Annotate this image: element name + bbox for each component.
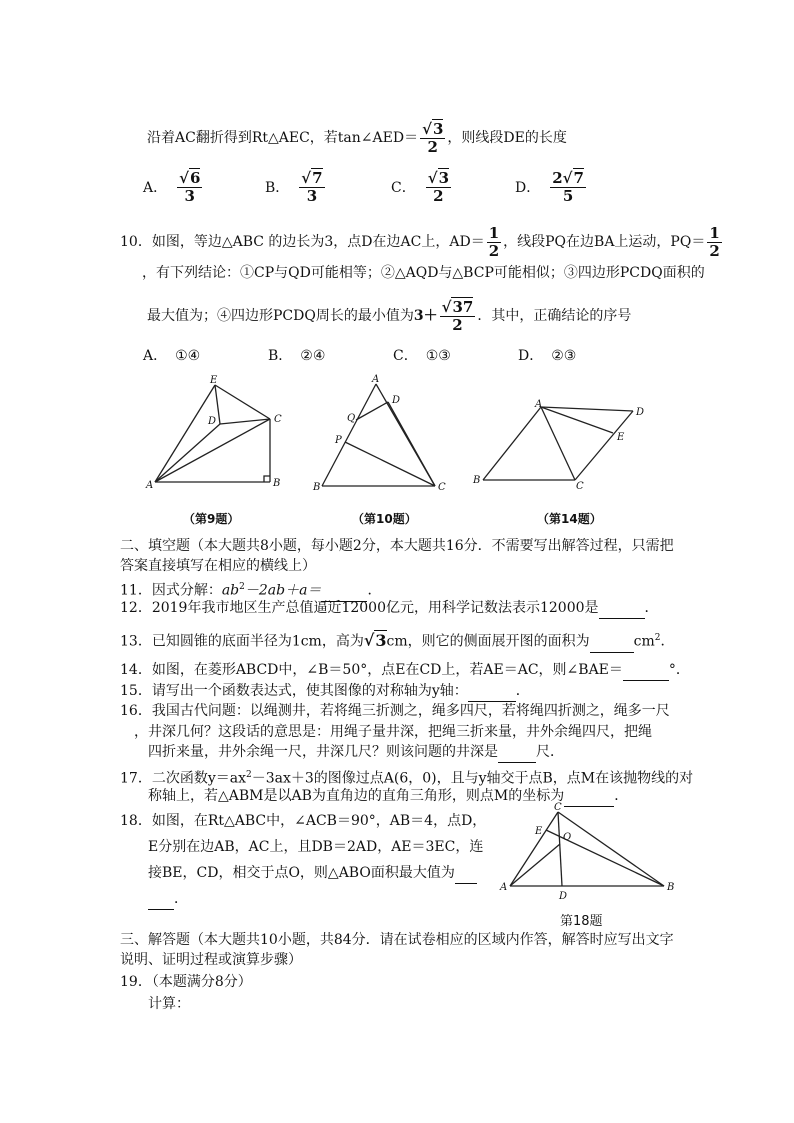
q9-tan-fraction: $\frac{√3}{2}$ (422, 119, 444, 156)
q17-line2: 称轴上，若△ABM是以AB为直角边的直角三角形，则点M的坐标为 ． (148, 786, 628, 807)
q11: 11．因式分解：$ab^2-2ab+a=$ ． (120, 577, 381, 602)
fig18-label-e: E (535, 826, 543, 837)
q14-answer-blank[interactable] (623, 660, 669, 681)
fig18-line-cd (558, 812, 562, 886)
fig14-label-d: D (636, 407, 645, 418)
q10-option-a[interactable]: A． ①④ (143, 348, 201, 364)
fig10-label-c: C (438, 482, 446, 493)
section2-heading-line2: 答案直接填写在相应的横线上） (120, 558, 316, 574)
q14: 14．如图，在菱形ABCD中，∠B＝50°，点E在CD上，若AE＝AC，则∠BAE＝ °． (120, 660, 690, 681)
fig14-label-e: E (617, 432, 625, 443)
fig14-line-ad (541, 407, 633, 411)
q9-stem-b: ，则线段DE的长度 (447, 130, 567, 146)
fig10-caption: （第10题） (352, 512, 417, 526)
fig9-line-ae (155, 385, 215, 482)
fig18-caption: 第18题 (560, 914, 603, 929)
q15-answer-blank[interactable] (468, 681, 516, 702)
fig14-label-c: C (576, 481, 584, 490)
section3-heading-line1: 三、解答题（本大题共10小题，共84分．请在试卷相应的区域内作答，解答时应写出文字 (120, 932, 674, 948)
q15: 15．请写出一个函数表达式，使其图像的对称轴为y轴： ． (120, 681, 530, 702)
figure-q10 (310, 372, 450, 497)
fig10-label-a: A (372, 374, 380, 385)
fig9-label-a: A (146, 480, 154, 491)
q12: 12．2019年我市地区生产总值逼近12000亿元，用科学记数法表示12000是 ． (120, 598, 659, 619)
q16-line1: 16．我国古代问题：以绳测井，若将绳三折测之，绳多四尺，若将绳四折测之，绳多一尺 (120, 703, 670, 719)
q10-line1: 10．如图，等边△ABC 的边长为3，点D在边AC上，AD＝ $\frac{1}{2}$ ，线段PQ在边BA上运动，PQ＝ $\frac{1}{2}$ (120, 223, 720, 260)
fig9-line-ad (155, 424, 220, 482)
fig18-label-o: O (563, 832, 572, 843)
section2-heading-line1: 二、填空题（本大题共8小题，每小题2分，本大题共16分．不需要写出解答过程，只需把 (120, 538, 674, 554)
fig9-label-b: B (273, 478, 281, 489)
q18-answer-blank-part1[interactable] (455, 863, 477, 884)
fig18-label-a: A (500, 882, 508, 893)
q10-line3: 最大值为；④四边形PCDQ周长的最小值为 3＋ $\frac{√37}{2}$ ．其中，正确结论的序号 (147, 297, 632, 334)
figure-q18 (496, 800, 686, 908)
fig9-line-ac (155, 419, 270, 482)
fig10-line-ab (322, 384, 376, 486)
fig9-label-d: D (208, 416, 217, 427)
q19-sub: 计算： (148, 996, 190, 1012)
fig18-label-d: D (559, 891, 568, 902)
q18-line4: ． (148, 889, 188, 910)
fig9-line-ec (215, 385, 270, 419)
fig18-label-c: C (554, 802, 562, 813)
fig9-right-angle (264, 476, 270, 482)
fig18-line-ao (510, 844, 560, 886)
q9-option-b[interactable]: B． $\frac{√7}{3}$ (265, 169, 323, 205)
q18-line2: E分别在边AB，AC上，且DB＝2AD，AE＝3EC，连 (148, 839, 484, 855)
fig18-line-ac (510, 812, 558, 886)
fig14-caption: （第14题） (537, 512, 602, 526)
q9-option-d[interactable]: D． $\frac{2√7}{5}$ (515, 169, 584, 205)
q9-option-a[interactable]: A． $\frac{√6}{3}$ (143, 169, 201, 205)
fig10-label-p: P (335, 435, 342, 446)
fig10-line-dc (388, 402, 435, 486)
fig18-label-b: B (667, 882, 675, 893)
fig10-label-b: B (313, 482, 321, 493)
figure-q9 (140, 372, 290, 497)
q16-answer-blank[interactable] (498, 742, 536, 763)
q16-line2: ，井深几何？这段话的意思是：用绳子量井深，把绳三折来量，井外余绳四尺，把绳 (134, 724, 652, 740)
fig9-label-e: E (210, 375, 218, 386)
fig10-label-q: Q (347, 413, 356, 424)
q10-option-b[interactable]: B． ②④ (268, 348, 326, 364)
q13: 13．已知圆锥的底面半径为1cm，高为√3cm，则它的侧面展开图的面积为 $cm^2$． (120, 628, 674, 653)
q17-line1: 17．二次函数$y=ax^2-3ax+3$的图像过点A(6，0)，且与y轴交于点B，点M在该抛物线的对 (120, 770, 694, 787)
fig18-line-cb (558, 812, 664, 886)
q13-answer-blank[interactable] (590, 632, 634, 653)
q18-line3: 接BE，CD，相交于点O，则△ABO面积最大值为 (148, 863, 477, 884)
fig10-line-pc (345, 442, 435, 486)
q9-stem (147, 118, 567, 158)
figure-q14 (468, 395, 658, 490)
q9-option-c[interactable]: C． $\frac{√3}{2}$ (391, 169, 450, 205)
fig9-caption: （第9题） (183, 512, 240, 526)
q16-line3: 四折来量，井外余绳一尺，井深几尺？则该问题的井深是 尺． (148, 742, 564, 763)
sqrt-sign: √3 (422, 119, 444, 138)
fig9-label-c: C (274, 414, 282, 425)
q12-answer-blank[interactable] (599, 598, 645, 619)
section3-heading-line2: 说明、证明过程或演算步骤） (120, 952, 302, 968)
fig10-label-d: D (392, 395, 401, 406)
q19-title: 19．（本题满分8分） (120, 974, 252, 990)
q18-answer-blank-part2[interactable] (148, 889, 174, 910)
fig14-line-dc (575, 411, 633, 480)
fig14-label-b: B (473, 475, 481, 486)
q10-option-d[interactable]: D． ②③ (518, 348, 577, 364)
fig14-line-ab (483, 407, 541, 480)
q10-line2: ，有下列结论：①CP与QD可能相等；②△AQD与△BCP可能相似；③四边形PCDQ面积的 (142, 265, 705, 281)
q10-option-c[interactable]: C． ①③ (393, 348, 451, 364)
fig10-line-dq (356, 402, 388, 420)
fig14-label-a: A (535, 399, 543, 410)
q18-line1: 18．如图，在Rt△ABC中，∠ACB＝90°，AB＝4，点D， (120, 813, 487, 829)
q9-stem-a: 沿着AC翻折得到Rt△AEC，若tan∠AED＝ (147, 130, 419, 146)
